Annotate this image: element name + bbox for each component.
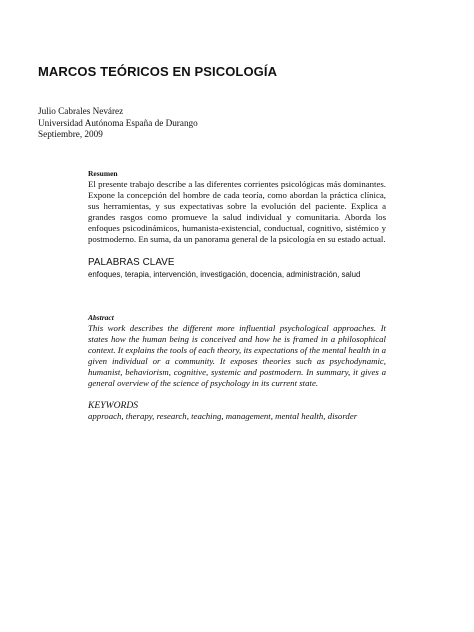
resumen-section (88, 169, 386, 280)
publication-date: Septiembre, 2009 (38, 129, 103, 139)
author-name: Julio Cabrales Nevárez (38, 106, 124, 116)
abstract-section (88, 313, 386, 422)
author-institution: Universidad Autónoma España de Durango (38, 117, 198, 128)
author-block (38, 106, 198, 141)
palabras-clave-label: PALABRAS CLAVE (88, 256, 175, 268)
abstract-heading: Abstract (88, 313, 114, 322)
resumen-body: El presente trabajo describe a las diferentes corrientes psicológicas más dominantes. Expone la concepción del hombre de cada teoría, como abordan la práctica clínica, sus herramientas, y sus expectativas sobre la evolución del paciente. Explica a grandes rasgos como promueve la salud individual y comunitaria. Aborda los enfoques psicodinámicos, humanista-existencial, conductual, cognitivo, sistémico y postmoderno. En suma, da un panorama general de la psicología en su estado actual. (88, 179, 386, 245)
document-title: MARCOS TEÓRICOS EN PSICOLOGÍA (38, 64, 278, 79)
keywords-list: approach, therapy, research, teaching, management, mental health, disorder (88, 410, 358, 421)
abstract-body: This work describes the different more influential psychological approaches. It states how the human being is conceived and how he is framed in a philosophical context. It explains the tools of each theory, its expectations of the mental health in a given individual or a community. It exposes theories such as psychodynamic, humanist, behaviorism, cognitive, systemic and postmodern. In summary, it gives a general overview of the science of psychology in its current state. (88, 323, 386, 389)
resumen-heading: Resumen (88, 169, 118, 178)
palabras-clave-list: enfoques, terapia, intervención, investigación, docencia, administración, salud (88, 269, 361, 279)
keywords-label: KEYWORDS (88, 399, 139, 411)
